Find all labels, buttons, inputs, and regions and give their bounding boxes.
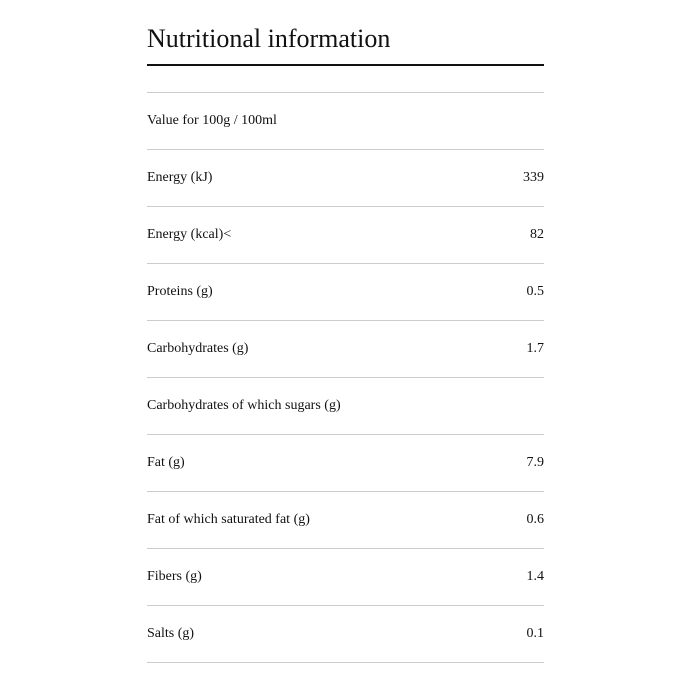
nutrient-label: Salts (g) [147,626,195,641]
nutrition-table [147,92,544,663]
nutrient-label: Carbohydrates (g) [147,341,249,356]
nutrient-label: Fat (g) [147,455,185,470]
table-row [147,606,544,663]
table-header-row [147,93,544,150]
table-row [147,549,544,606]
nutrient-label: Fibers (g) [147,569,202,584]
nutrient-label: Energy (kcal)< [147,227,232,242]
table-row [147,321,544,378]
page-title: Nutritional information [147,24,391,53]
table-row [147,207,544,264]
nutrient-value: 82 [530,227,544,242]
table-row [147,492,544,549]
nutrient-label: Proteins (g) [147,284,213,299]
nutrient-label: Carbohydrates of which sugars (g) [147,398,341,413]
table-row [147,264,544,321]
nutrient-label: Energy (kJ) [147,170,213,185]
nutrient-value: 1.7 [526,341,544,356]
nutrient-value: 7.9 [526,455,544,470]
nutrient-value: 0.1 [526,626,544,641]
nutrient-label: Fat of which saturated fat (g) [147,512,310,527]
nutrient-value: 0.5 [526,284,544,299]
table-row [147,435,544,492]
nutrient-value: 1.4 [526,569,544,584]
serving-basis-label: Value for 100g / 100ml [147,113,277,128]
title-divider [147,64,544,66]
table-row [147,378,544,435]
nutrient-value: 339 [523,170,544,185]
table-row [147,150,544,207]
nutrient-value: 0.6 [526,512,544,527]
